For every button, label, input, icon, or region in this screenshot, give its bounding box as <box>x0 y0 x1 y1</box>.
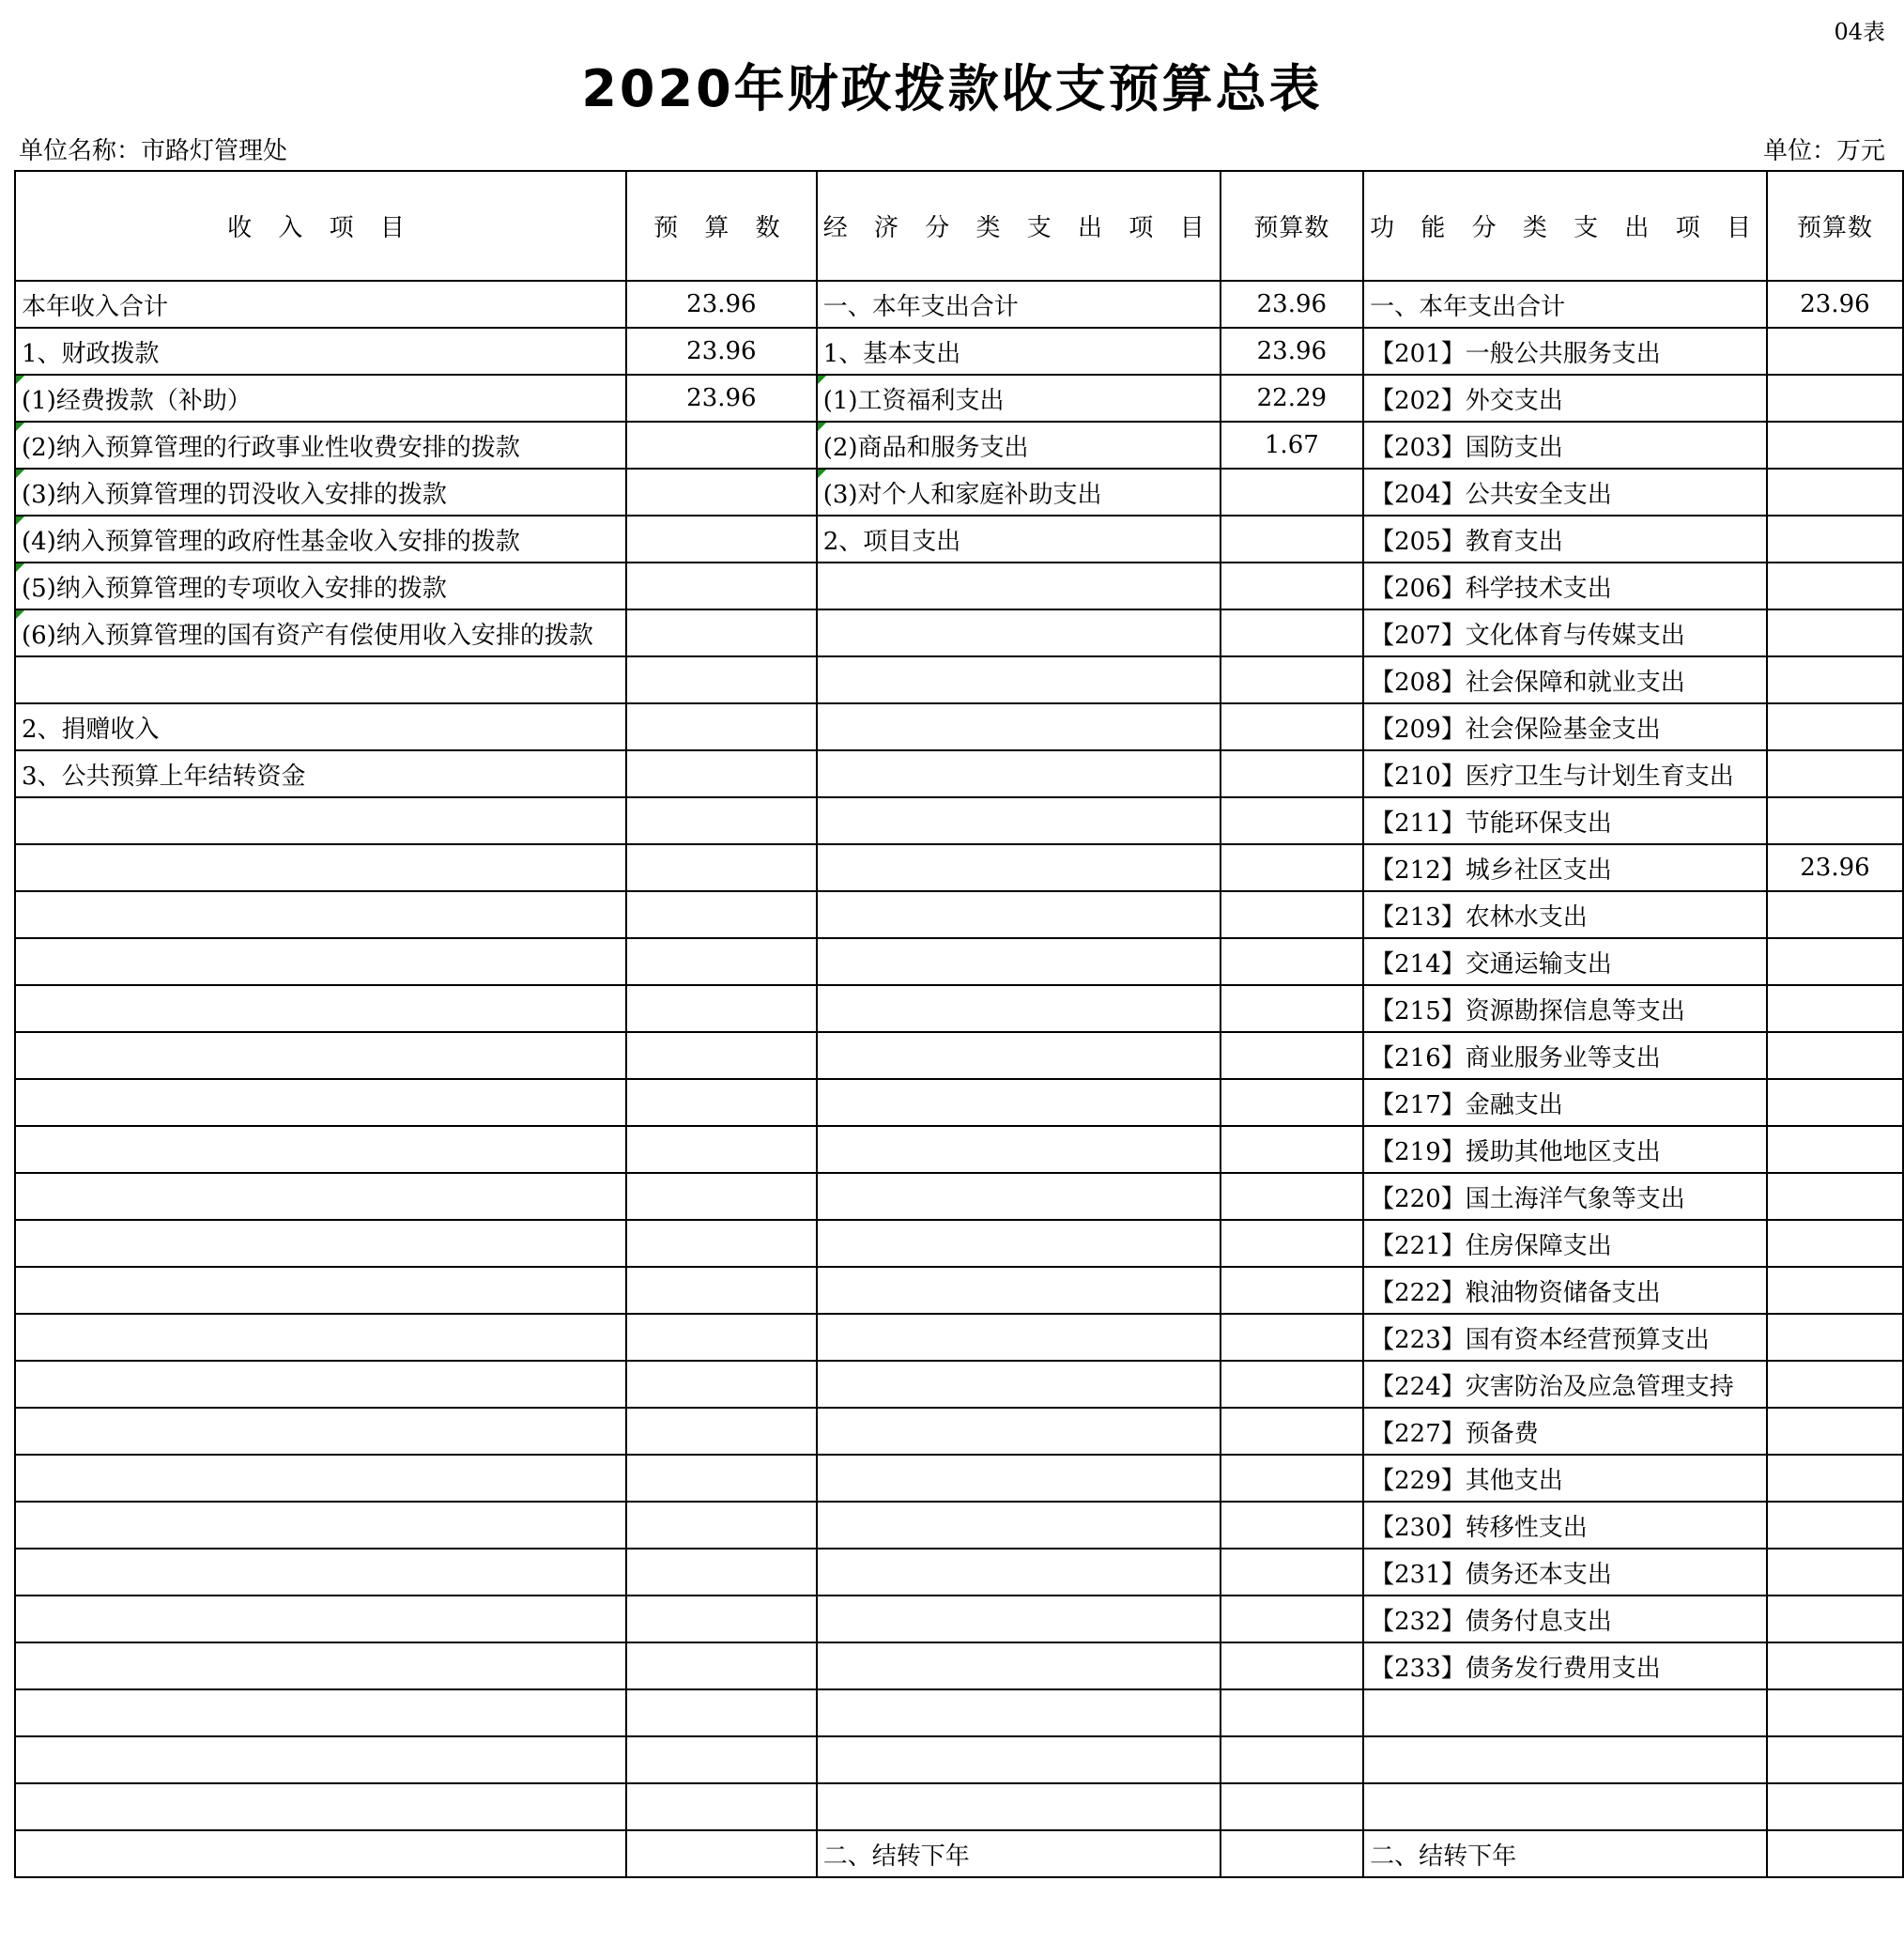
func-amount-cell <box>1767 1032 1903 1079</box>
func-amount-cell <box>1767 1455 1903 1502</box>
table-row <box>15 703 1903 750</box>
table-row <box>15 1502 1903 1549</box>
func-item-cell: 【229】其他支出 <box>1363 1455 1767 1502</box>
income-item-cell <box>15 1549 626 1596</box>
func-amount-cell <box>1767 422 1903 469</box>
func-item-cell: 【206】科学技术支出 <box>1363 563 1767 609</box>
col-header-func-item: 功 能 分 类 支 出 项 目 <box>1363 171 1767 281</box>
econ-amount-cell <box>1221 1736 1364 1783</box>
func-amount-cell <box>1767 1783 1903 1830</box>
func-item-cell: 一、本年支出合计 <box>1363 281 1767 328</box>
income-amount-cell <box>626 938 817 985</box>
income-item-cell <box>15 1689 626 1736</box>
income-amount-cell <box>626 1783 817 1830</box>
econ-item-cell <box>817 1126 1221 1173</box>
func-item-cell: 【215】资源勘探信息等支出 <box>1363 985 1767 1032</box>
income-item-cell <box>15 1596 626 1642</box>
income-item-cell <box>15 1032 626 1079</box>
header-row <box>15 171 1903 281</box>
func-amount-cell <box>1767 1736 1903 1783</box>
func-amount-cell <box>1767 750 1903 797</box>
income-item-cell <box>15 1408 626 1455</box>
income-amount-cell <box>626 1502 817 1549</box>
func-amount-cell <box>1767 1267 1903 1314</box>
econ-amount-cell: 23.96 <box>1221 281 1364 328</box>
col-header-income-amount: 预 算 数 <box>626 171 817 281</box>
income-amount-cell <box>626 1173 817 1220</box>
table-row <box>15 328 1903 375</box>
econ-item-cell <box>817 1596 1221 1642</box>
income-amount-cell <box>626 891 817 938</box>
table-row <box>15 1314 1903 1361</box>
func-item-cell <box>1363 1783 1767 1830</box>
func-amount-cell <box>1767 1361 1903 1408</box>
table-row <box>15 609 1903 656</box>
econ-amount-cell <box>1221 1642 1364 1689</box>
func-item-cell <box>1363 1736 1767 1783</box>
func-amount-cell <box>1767 1408 1903 1455</box>
econ-item-cell <box>817 1783 1221 1830</box>
income-item-cell <box>15 1502 626 1549</box>
income-amount-cell <box>626 609 817 656</box>
econ-amount-cell <box>1221 1783 1364 1830</box>
func-amount-cell: 23.96 <box>1767 844 1903 891</box>
income-item-cell: 本年收入合计 <box>15 281 626 328</box>
table-row <box>15 1126 1903 1173</box>
table-row <box>15 1361 1903 1408</box>
econ-item-cell: 1、基本支出 <box>817 328 1221 375</box>
income-amount-cell <box>626 656 817 703</box>
econ-amount-cell <box>1221 844 1364 891</box>
income-item-cell: (3)纳入预算管理的罚没收入安排的拨款 <box>15 469 626 516</box>
table-row <box>15 1032 1903 1079</box>
econ-amount-cell <box>1221 656 1364 703</box>
func-item-cell: 【208】社会保障和就业支出 <box>1363 656 1767 703</box>
econ-amount-cell <box>1221 750 1364 797</box>
econ-amount-cell <box>1221 1079 1364 1126</box>
income-item-cell: 1、财政拨款 <box>15 328 626 375</box>
econ-amount-cell <box>1221 516 1364 563</box>
income-amount-cell <box>626 516 817 563</box>
table-row <box>15 1736 1903 1783</box>
income-item-cell <box>15 1173 626 1220</box>
income-amount-cell: 23.96 <box>626 375 817 422</box>
func-item-cell: 【233】债务发行费用支出 <box>1363 1642 1767 1689</box>
func-item-cell: 【210】医疗卫生与计划生育支出 <box>1363 750 1767 797</box>
func-item-cell: 【219】援助其他地区支出 <box>1363 1126 1767 1173</box>
page-title: 2020年财政拨款收支预算总表 <box>581 59 1323 118</box>
func-item-cell: 【220】国土海洋气象等支出 <box>1363 1173 1767 1220</box>
func-item-cell: 【227】预备费 <box>1363 1408 1767 1455</box>
func-item-cell: 【213】农林水支出 <box>1363 891 1767 938</box>
income-amount-cell <box>626 1126 817 1173</box>
func-item-cell: 【221】住房保障支出 <box>1363 1220 1767 1267</box>
income-amount-cell <box>626 1220 817 1267</box>
income-amount-cell <box>626 1736 817 1783</box>
econ-amount-cell <box>1221 985 1364 1032</box>
income-item-cell: (5)纳入预算管理的专项收入安排的拨款 <box>15 563 626 609</box>
func-item-cell: 【207】文化体育与传媒支出 <box>1363 609 1767 656</box>
func-amount-cell <box>1767 469 1903 516</box>
func-item-cell: 【216】商业服务业等支出 <box>1363 1032 1767 1079</box>
income-amount-cell <box>626 750 817 797</box>
econ-item-cell <box>817 1736 1221 1783</box>
econ-amount-cell <box>1221 1267 1364 1314</box>
econ-item-cell <box>817 1642 1221 1689</box>
income-amount-cell <box>626 422 817 469</box>
econ-item-cell <box>817 1220 1221 1267</box>
income-item-cell <box>15 1126 626 1173</box>
table-body <box>15 281 1903 1877</box>
income-amount-cell <box>626 1596 817 1642</box>
econ-amount-cell <box>1221 1126 1364 1173</box>
func-amount-cell <box>1767 1689 1903 1736</box>
func-amount-cell <box>1767 1642 1903 1689</box>
func-amount-cell <box>1767 1549 1903 1596</box>
func-item-cell: 【217】金融支出 <box>1363 1079 1767 1126</box>
income-amount-cell: 23.96 <box>626 328 817 375</box>
func-item-cell: 【211】节能环保支出 <box>1363 797 1767 844</box>
table-row <box>15 469 1903 516</box>
income-amount-cell <box>626 1455 817 1502</box>
econ-item-cell: 一、本年支出合计 <box>817 281 1221 328</box>
func-item-cell <box>1363 1689 1767 1736</box>
table-row <box>15 985 1903 1032</box>
func-item-cell: 【201】一般公共服务支出 <box>1363 328 1767 375</box>
func-amount-cell <box>1767 563 1903 609</box>
table-row <box>15 563 1903 609</box>
econ-amount-cell <box>1221 1220 1364 1267</box>
econ-item-cell <box>817 1502 1221 1549</box>
econ-amount-cell <box>1221 469 1364 516</box>
func-item-cell: 【209】社会保险基金支出 <box>1363 703 1767 750</box>
func-amount-cell <box>1767 328 1903 375</box>
func-amount-cell <box>1767 985 1903 1032</box>
table-row <box>15 1267 1903 1314</box>
econ-item-cell <box>817 1549 1221 1596</box>
econ-item-cell <box>817 656 1221 703</box>
income-amount-cell <box>626 797 817 844</box>
func-item-cell: 【230】转移性支出 <box>1363 1502 1767 1549</box>
income-item-cell: 2、捐赠收入 <box>15 703 626 750</box>
func-amount-cell <box>1767 1830 1903 1877</box>
func-amount-cell <box>1767 797 1903 844</box>
table-row <box>15 891 1903 938</box>
econ-item-cell <box>817 938 1221 985</box>
econ-item-cell <box>817 1408 1221 1455</box>
econ-amount-cell: 23.96 <box>1221 328 1364 375</box>
func-amount-cell <box>1767 891 1903 938</box>
income-item-cell <box>15 1455 626 1502</box>
income-item-cell <box>15 891 626 938</box>
econ-item-cell <box>817 1689 1221 1736</box>
econ-amount-cell: 22.29 <box>1221 375 1364 422</box>
income-amount-cell <box>626 1032 817 1079</box>
table-row <box>15 1830 1903 1877</box>
table-row <box>15 1783 1903 1830</box>
func-item-cell: 【205】教育支出 <box>1363 516 1767 563</box>
income-amount-cell <box>626 1689 817 1736</box>
econ-item-cell <box>817 797 1221 844</box>
table-row <box>15 1596 1903 1642</box>
func-item-cell: 【202】外交支出 <box>1363 375 1767 422</box>
col-header-func-amount: 预算数 <box>1767 171 1903 281</box>
col-header-income-item: 收 入 项 目 <box>15 171 626 281</box>
income-item-cell <box>15 1361 626 1408</box>
econ-amount-cell <box>1221 938 1364 985</box>
table-row <box>15 1079 1903 1126</box>
func-amount-cell <box>1767 703 1903 750</box>
income-item-cell: 3、公共预算上年结转资金 <box>15 750 626 797</box>
unit-name-label: 单位名称：市路灯管理处 <box>19 137 288 165</box>
table-row <box>15 1549 1903 1596</box>
income-item-cell: (6)纳入预算管理的国有资产有偿使用收入安排的拨款 <box>15 609 626 656</box>
income-item-cell <box>15 656 626 703</box>
func-amount-cell <box>1767 656 1903 703</box>
income-item-cell <box>15 1267 626 1314</box>
econ-item-cell <box>817 1455 1221 1502</box>
func-item-cell: 【214】交通运输支出 <box>1363 938 1767 985</box>
econ-item-cell: 2、项目支出 <box>817 516 1221 563</box>
currency-unit-label: 单位：万元 <box>1762 137 1885 165</box>
func-amount-cell <box>1767 938 1903 985</box>
econ-amount-cell <box>1221 1032 1364 1079</box>
econ-item-cell <box>817 703 1221 750</box>
table-row <box>15 1642 1903 1689</box>
income-amount-cell <box>626 1361 817 1408</box>
table-row <box>15 375 1903 422</box>
func-amount-cell <box>1767 609 1903 656</box>
econ-amount-cell <box>1221 1408 1364 1455</box>
income-amount-cell <box>626 1830 817 1877</box>
func-item-cell: 二、结转下年 <box>1363 1830 1767 1877</box>
econ-amount-cell <box>1221 1689 1364 1736</box>
form-code: 04表 <box>1834 19 1885 45</box>
econ-item-cell: (3)对个人和家庭补助支出 <box>817 469 1221 516</box>
budget-table <box>14 170 1904 1878</box>
func-item-cell: 【223】国有资本经营预算支出 <box>1363 1314 1767 1361</box>
econ-amount-cell <box>1221 1455 1364 1502</box>
econ-item-cell <box>817 563 1221 609</box>
income-amount-cell <box>626 1549 817 1596</box>
income-item-cell <box>15 985 626 1032</box>
econ-item-cell <box>817 1032 1221 1079</box>
econ-item-cell: (2)商品和服务支出 <box>817 422 1221 469</box>
col-header-econ-item: 经 济 分 类 支 出 项 目 <box>817 171 1221 281</box>
func-item-cell: 【232】债务付息支出 <box>1363 1596 1767 1642</box>
econ-item-cell <box>817 1267 1221 1314</box>
econ-item-cell: (1)工资福利支出 <box>817 375 1221 422</box>
func-amount-cell <box>1767 1079 1903 1126</box>
table-row <box>15 422 1903 469</box>
income-item-cell <box>15 844 626 891</box>
income-item-cell <box>15 1642 626 1689</box>
income-amount-cell: 23.96 <box>626 281 817 328</box>
table-row <box>15 1220 1903 1267</box>
income-amount-cell <box>626 563 817 609</box>
econ-item-cell <box>817 1173 1221 1220</box>
econ-item-cell <box>817 1361 1221 1408</box>
income-amount-cell <box>626 1314 817 1361</box>
table-header <box>15 171 1903 281</box>
econ-item-cell <box>817 844 1221 891</box>
income-item-cell <box>15 1079 626 1126</box>
econ-amount-cell <box>1221 609 1364 656</box>
econ-item-cell <box>817 1079 1221 1126</box>
income-item-cell <box>15 1314 626 1361</box>
table-row <box>15 1408 1903 1455</box>
table-row <box>15 1455 1903 1502</box>
func-amount-cell: 23.96 <box>1767 281 1903 328</box>
econ-amount-cell <box>1221 703 1364 750</box>
table-row <box>15 797 1903 844</box>
econ-amount-cell <box>1221 1549 1364 1596</box>
econ-amount-cell <box>1221 1596 1364 1642</box>
income-amount-cell <box>626 1642 817 1689</box>
func-amount-cell <box>1767 1173 1903 1220</box>
econ-item-cell <box>817 1314 1221 1361</box>
table-row <box>15 938 1903 985</box>
income-amount-cell <box>626 1079 817 1126</box>
income-item-cell: (2)纳入预算管理的行政事业性收费安排的拨款 <box>15 422 626 469</box>
econ-amount-cell <box>1221 891 1364 938</box>
econ-item-cell <box>817 985 1221 1032</box>
col-header-econ-amount: 预算数 <box>1221 171 1364 281</box>
func-amount-cell <box>1767 1502 1903 1549</box>
table-row <box>15 844 1903 891</box>
func-amount-cell <box>1767 1314 1903 1361</box>
econ-item-cell <box>817 891 1221 938</box>
func-item-cell: 【212】城乡社区支出 <box>1363 844 1767 891</box>
table-row <box>15 656 1903 703</box>
func-amount-cell <box>1767 516 1903 563</box>
econ-amount-cell <box>1221 797 1364 844</box>
econ-item-cell: 二、结转下年 <box>817 1830 1221 1877</box>
econ-amount-cell <box>1221 1361 1364 1408</box>
income-amount-cell <box>626 1408 817 1455</box>
income-item-cell <box>15 1736 626 1783</box>
func-item-cell: 【231】债务还本支出 <box>1363 1549 1767 1596</box>
table-row <box>15 1173 1903 1220</box>
econ-amount-cell <box>1221 1173 1364 1220</box>
table-row <box>15 516 1903 563</box>
func-amount-cell <box>1767 1596 1903 1642</box>
func-item-cell: 【204】公共安全支出 <box>1363 469 1767 516</box>
income-item-cell: (4)纳入预算管理的政府性基金收入安排的拨款 <box>15 516 626 563</box>
econ-amount-cell <box>1221 1314 1364 1361</box>
econ-amount-cell <box>1221 1502 1364 1549</box>
econ-amount-cell: 1.67 <box>1221 422 1364 469</box>
econ-item-cell <box>817 609 1221 656</box>
table-row <box>15 281 1903 328</box>
table-row <box>15 750 1903 797</box>
income-amount-cell <box>626 703 817 750</box>
func-amount-cell <box>1767 375 1903 422</box>
func-item-cell: 【224】灾害防治及应急管理支持 <box>1363 1361 1767 1408</box>
income-amount-cell <box>626 985 817 1032</box>
func-item-cell: 【222】粮油物资储备支出 <box>1363 1267 1767 1314</box>
table-row <box>15 1689 1903 1736</box>
func-amount-cell <box>1767 1126 1903 1173</box>
func-amount-cell <box>1767 1220 1903 1267</box>
income-amount-cell <box>626 844 817 891</box>
income-amount-cell <box>626 1267 817 1314</box>
income-item-cell <box>15 938 626 985</box>
func-item-cell: 【203】国防支出 <box>1363 422 1767 469</box>
income-amount-cell <box>626 469 817 516</box>
income-item-cell <box>15 1220 626 1267</box>
econ-amount-cell <box>1221 1830 1364 1877</box>
econ-amount-cell <box>1221 563 1364 609</box>
income-item-cell <box>15 1783 626 1830</box>
econ-item-cell <box>817 750 1221 797</box>
income-item-cell <box>15 797 626 844</box>
income-item-cell: (1)经费拨款（补助） <box>15 375 626 422</box>
income-item-cell <box>15 1830 626 1877</box>
